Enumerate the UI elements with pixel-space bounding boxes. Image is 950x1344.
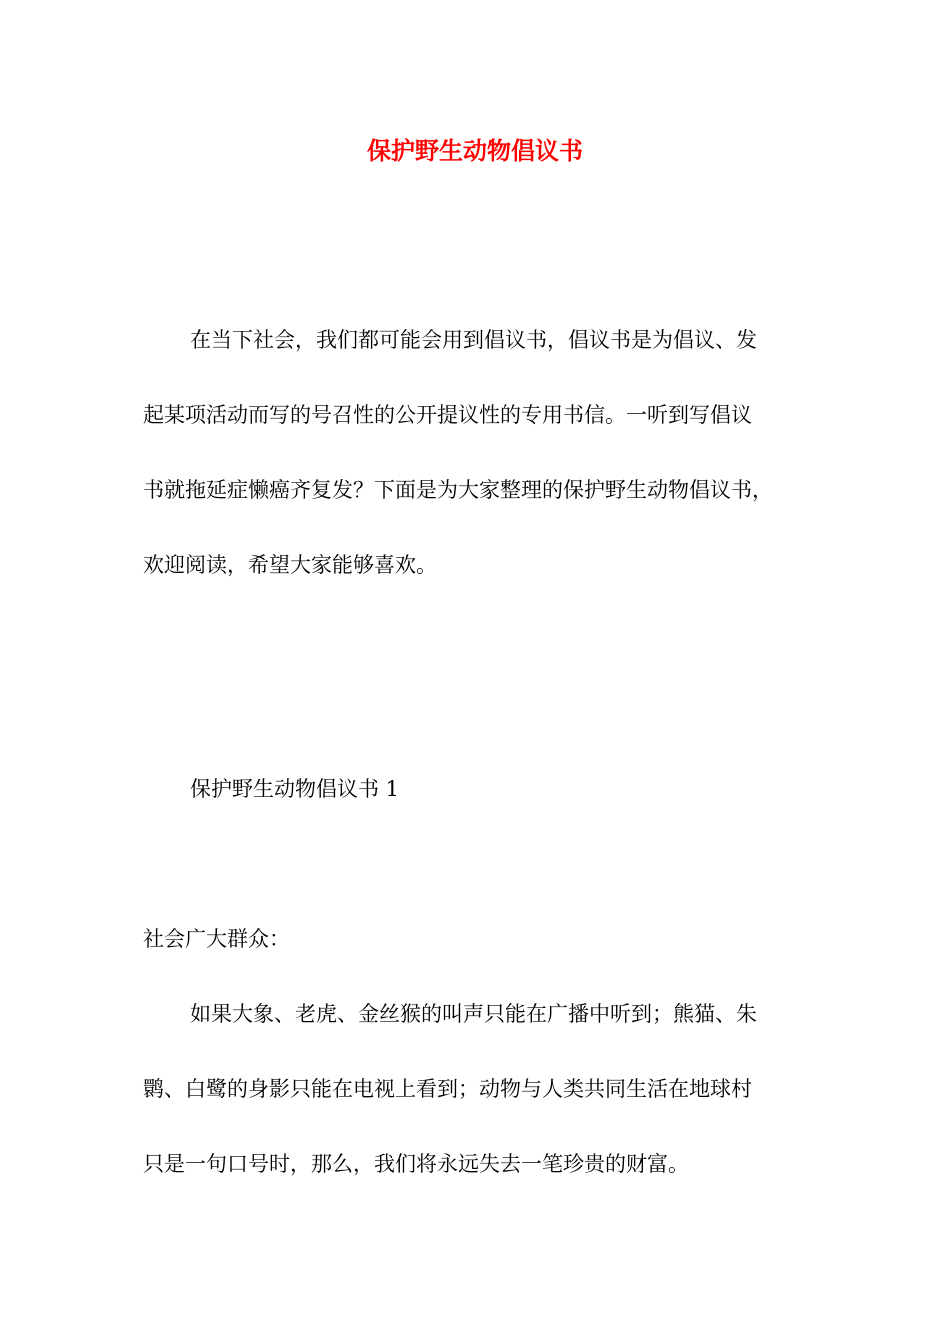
intro-line: 欢迎阅读，希望大家能够喜欢。 (143, 553, 437, 577)
section-heading-text: 保护野生动物倡议书 1 (190, 777, 400, 801)
body-line: 鹮、白鹭的身影只能在电视上看到；动物与人类共同生活在地球村 (143, 1077, 752, 1101)
intro-paragraph (143, 303, 813, 603)
intro-line: 在当下社会，我们都可能会用到倡议书，倡议书是为倡议、发 (190, 328, 757, 352)
body-line: 只是一句口号时，那么，我们将永远失去一笔珍贵的财富。 (143, 1152, 689, 1176)
salutation (143, 902, 813, 977)
salutation-text: 社会广大群众： (143, 927, 290, 951)
document-title: 保护野生动物倡议书 (367, 137, 583, 165)
intro-line: 起某项活动而写的号召性的公开提议性的专用书信。一听到写倡议 (143, 403, 752, 427)
body-paragraph (143, 977, 813, 1202)
section-heading (143, 752, 813, 827)
body-line: 如果大象、老虎、金丝猴的叫声只能在广播中听到；熊猫、朱 (190, 1002, 757, 1026)
intro-line: 书就拖延症懒癌齐复发？下面是为大家整理的保护野生动物倡议书， (143, 478, 773, 502)
